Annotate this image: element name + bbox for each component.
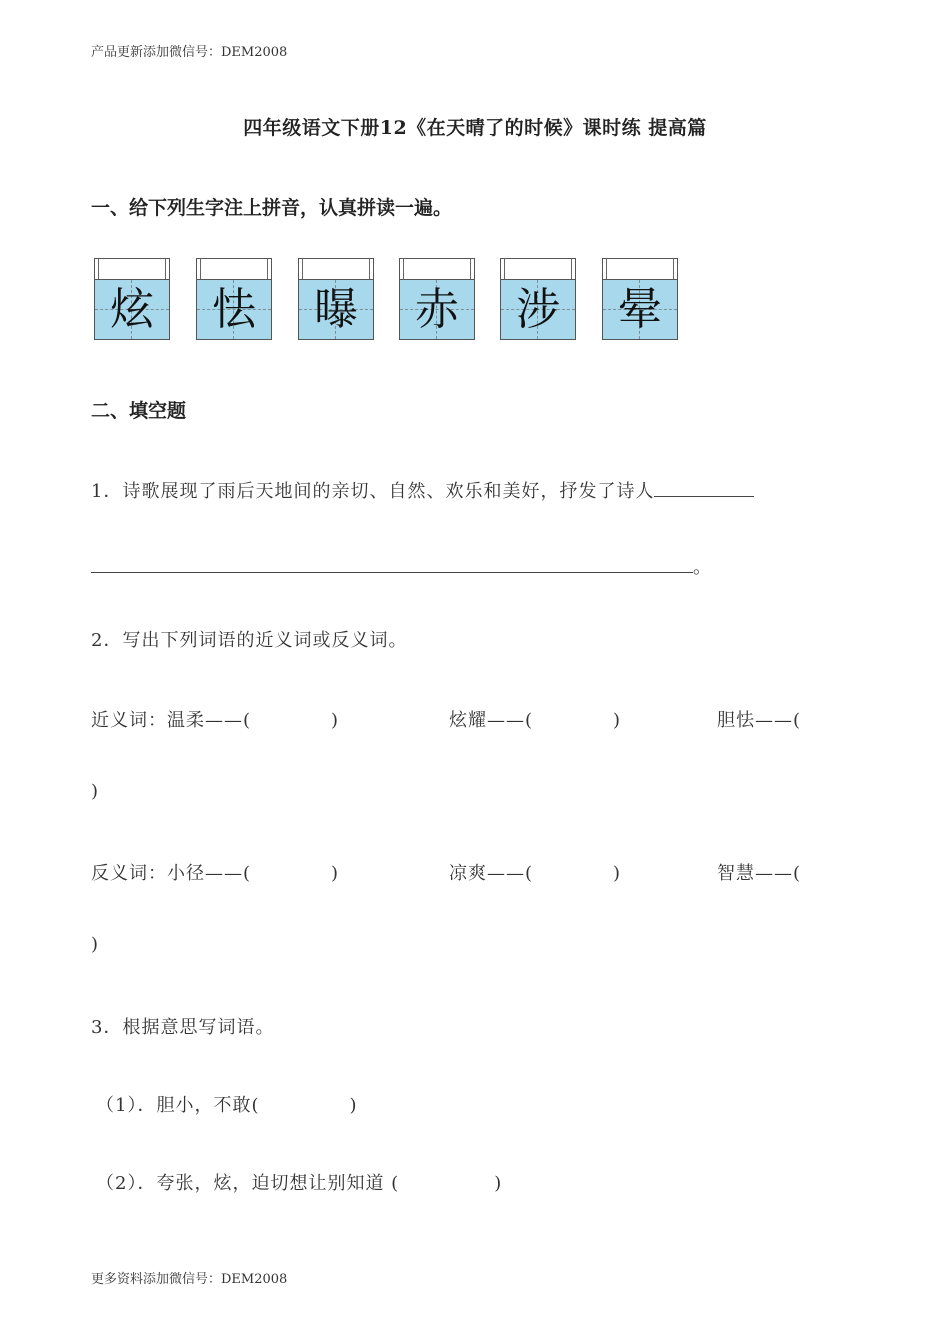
- synonym-row: [91, 706, 950, 730]
- tian-grid: [500, 279, 576, 340]
- tian-grid: [196, 279, 272, 340]
- pinyin-box[interactable]: [298, 258, 374, 280]
- pinyin-box[interactable]: [399, 258, 475, 280]
- synonym-item: 炫耀——( ): [449, 710, 622, 731]
- answer-blank[interactable]: [654, 480, 754, 497]
- pinyin-grid: [94, 258, 694, 342]
- synonym-row-close: ): [91, 781, 100, 802]
- pinyin-box[interactable]: [94, 258, 170, 280]
- antonym-row-close: ): [91, 934, 100, 955]
- section1-heading: 一、给下列生字注上拼音，认真拼读一遍。: [91, 197, 453, 219]
- section2-heading: 二、填空题: [91, 400, 187, 422]
- char: 晕: [618, 284, 662, 335]
- antonym-row: [91, 859, 950, 883]
- synonym-item: 胆怯——(: [717, 710, 802, 731]
- question-2: 2．写出下列词语的近义词或反义词。: [91, 630, 408, 651]
- page-title: 四年级语文下册12《在天晴了的时候》课时练 提高篇: [243, 117, 707, 139]
- pinyin-box[interactable]: [500, 258, 576, 280]
- char-cell[interactable]: [94, 258, 170, 340]
- tian-grid: [399, 279, 475, 340]
- question-3: 3．根据意思写词语。: [91, 1017, 275, 1038]
- synonym-item: 近义词：温柔——( ): [91, 710, 340, 731]
- period: 。: [693, 557, 712, 578]
- pinyin-box[interactable]: [602, 258, 678, 280]
- char: 炫: [110, 284, 154, 335]
- tian-grid: [602, 279, 678, 340]
- char-cell[interactable]: [500, 258, 576, 340]
- question-1-text: 1．诗歌展现了雨后天地间的亲切、自然、欢乐和美好，抒发了诗人: [91, 481, 655, 502]
- question-3-item: （1）．胆小，不敢( ): [96, 1095, 358, 1116]
- char-cell[interactable]: [298, 258, 374, 340]
- antonym-item: 凉爽——( ): [449, 863, 622, 884]
- answer-blank[interactable]: [91, 556, 693, 573]
- pinyin-box[interactable]: [196, 258, 272, 280]
- char: 曝: [314, 284, 358, 335]
- char-cell[interactable]: [602, 258, 678, 340]
- antonym-item: 反义词：小径——( ): [91, 863, 340, 884]
- question-3-item: （2）．夸张，炫，迫切想让别知道 ( ): [96, 1173, 503, 1194]
- char: 怯: [212, 284, 256, 335]
- char-cell[interactable]: [196, 258, 272, 340]
- footer-note: 更多资料添加微信号：DEM2008: [91, 1272, 288, 1287]
- question-1: [91, 477, 754, 503]
- char: 赤: [415, 284, 459, 335]
- tian-grid: [298, 279, 374, 340]
- header-note: 产品更新添加微信号：DEM2008: [91, 45, 288, 60]
- tian-grid: [94, 279, 170, 340]
- question-1-continued: [91, 553, 712, 579]
- char: 涉: [516, 284, 560, 335]
- char-cell[interactable]: [399, 258, 475, 340]
- antonym-item: 智慧——(: [717, 863, 802, 884]
